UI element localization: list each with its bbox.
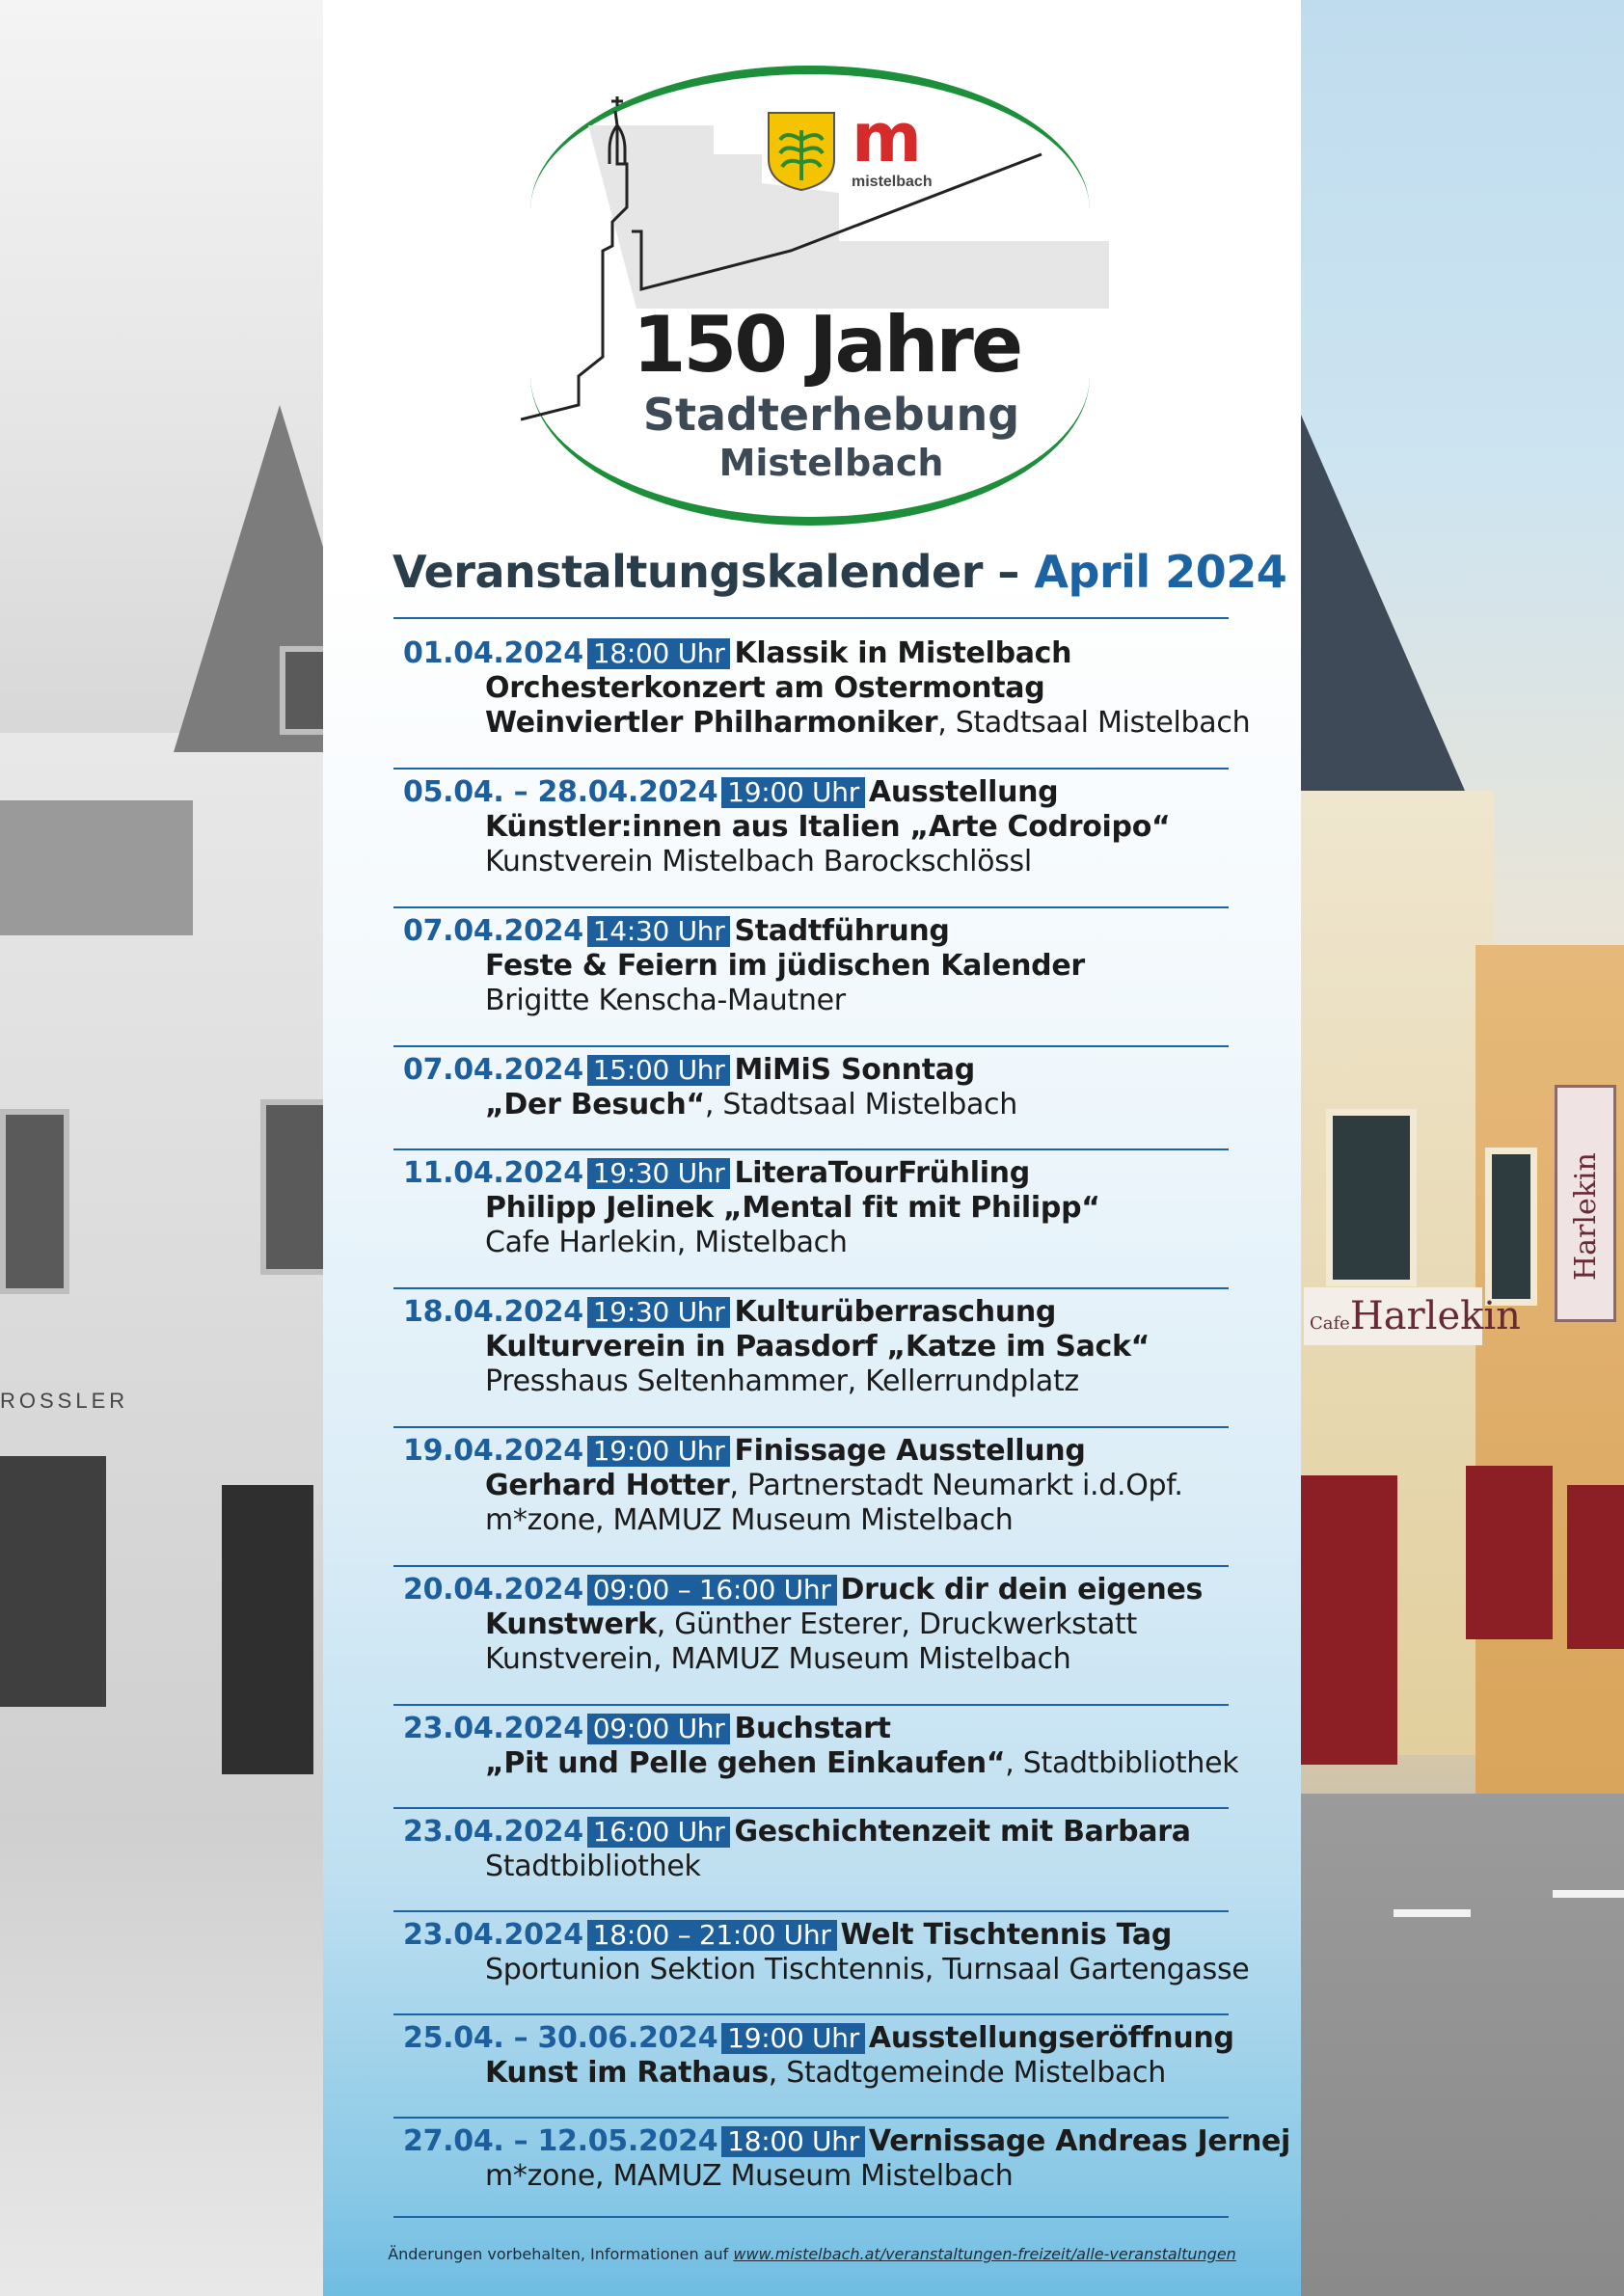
event-detail-text: Kunstverein Mistelbach Barockschlössl: [485, 845, 1032, 878]
event-row: [393, 1289, 1229, 1428]
event-row: [393, 770, 1229, 908]
event-detail-text: , Stadtsaal Mistelbach: [704, 1088, 1017, 1121]
event-title: Kulturüberraschung: [734, 1295, 1057, 1329]
event-headline: [403, 1156, 1229, 1191]
event-detail-line: [403, 1746, 1239, 1781]
event-detail-line: [403, 1469, 1229, 1503]
event-row: [393, 1150, 1229, 1289]
event-detail-text: Presshaus Seltenhammer, Kellerrundplatz: [485, 1364, 1079, 1398]
event-title: Ausstellungseröffnung: [868, 2021, 1234, 2055]
event-time-badge: 19:30 Uhr: [587, 1158, 731, 1189]
brand-text: mistelbach: [852, 174, 933, 190]
event-row: [393, 1809, 1229, 1912]
event-headline: [403, 1573, 1229, 1607]
door: [1466, 1466, 1553, 1639]
event-detail-text: Brigitte Kenscha-Mautner: [485, 984, 846, 1017]
event-detail-text: Cafe Harlekin, Mistelbach: [485, 1226, 848, 1259]
event-time-badge: 09:00 Uhr: [587, 1714, 731, 1744]
event-detail-line: [403, 1226, 1229, 1260]
mistelbach-logo: [852, 98, 967, 197]
event-date: 01.04.2024: [403, 636, 583, 670]
event-date: 25.04. – 30.06.2024: [403, 2021, 718, 2055]
event-date: 07.04.2024: [403, 1053, 583, 1087]
vertical-sign: [1555, 1085, 1616, 1322]
event-detail-bold: Kunstwerk: [485, 1607, 657, 1641]
event-time-badge: 19:00 Uhr: [721, 777, 865, 808]
anniversary-title: 150 Jahre: [632, 300, 1021, 390]
event-detail-text: , Partnerstadt Neumarkt i.d.Opf.: [729, 1469, 1183, 1502]
event-title: MiMiS Sonntag: [734, 1053, 975, 1087]
event-time-badge: 16:00 Uhr: [587, 1817, 731, 1848]
event-title: Buchstart: [734, 1712, 891, 1745]
calendar-title-month: April 2024: [1034, 546, 1287, 598]
event-row: [393, 631, 1251, 770]
divider: [393, 2216, 1229, 2218]
event-headline: [403, 1918, 1229, 1953]
footer-note: [323, 2245, 1301, 2263]
event-time-badge: 19:30 Uhr: [587, 1297, 731, 1328]
shop-sign: ROSSLER: [0, 1389, 129, 1413]
event-detail-line: [403, 984, 1229, 1018]
event-detail-bold: Künstler:innen aus Italien „Arte Codroipo“: [485, 810, 1171, 844]
event-date: 23.04.2024: [403, 1712, 583, 1745]
event-headline: [403, 1434, 1229, 1469]
event-detail-line: [403, 671, 1229, 706]
event-time-badge: 15:00 Uhr: [587, 1055, 731, 1086]
window: [280, 646, 323, 735]
shop-door: [222, 1485, 313, 1774]
event-row: [393, 1567, 1229, 1706]
event-detail-line: [403, 1088, 1229, 1122]
event-detail-line: [403, 810, 1229, 845]
event-headline: [403, 1712, 1229, 1746]
door: [1301, 1475, 1397, 1765]
footer-text: Änderungen vorbehalten, Informationen auf: [388, 2245, 734, 2263]
event-date: 19.04.2024: [403, 1434, 583, 1468]
event-row: [393, 1047, 1229, 1150]
events-list: [393, 631, 1291, 2200]
left-photo: [0, 0, 323, 2296]
calendar-title: [392, 538, 1287, 606]
event-detail-bold: „Pit und Pelle gehen Einkaufen“: [485, 1746, 1006, 1780]
event-row: [393, 2119, 1291, 2200]
street: [1301, 1794, 1624, 2296]
event-time-badge: 18:00 – 21:00 Uhr: [587, 1920, 837, 1951]
event-date: 07.04.2024: [403, 914, 583, 948]
event-detail-line: [403, 2159, 1229, 2194]
event-title: Geschichtenzeit mit Barbara: [734, 1815, 1191, 1849]
event-detail-line: [403, 1330, 1229, 1364]
event-detail-line: [403, 1503, 1229, 1538]
event-detail-line: [403, 1607, 1229, 1642]
event-date: 20.04.2024: [403, 1573, 583, 1607]
event-detail-bold: Orchesterkonzert am Ostermontag: [485, 671, 1045, 705]
event-detail-bold: Gerhard Hotter: [485, 1469, 730, 1502]
event-detail-text: , Stadtsaal Mistelbach: [937, 706, 1251, 740]
divider: [393, 617, 1229, 619]
footer-link[interactable]: www.mistelbach.at/veranstaltungen-freizeit/alle-veranstaltungen: [733, 2245, 1236, 2263]
window: [1326, 1109, 1417, 1286]
crest-icon: [767, 111, 836, 192]
window: [260, 1099, 323, 1275]
event-date: 23.04.2024: [403, 1918, 583, 1952]
event-detail-bold: Kulturverein in Paasdorf „Katze im Sack“: [485, 1330, 1150, 1364]
event-row: [393, 908, 1229, 1047]
street: [0, 1813, 323, 2296]
event-detail-text: Kunstverein, MAMUZ Museum Mistelbach: [485, 1642, 1071, 1676]
door: [1567, 1485, 1624, 1649]
event-detail-line: [403, 1850, 1229, 1884]
event-detail-bold: Philipp Jelinek „Mental fit mit Philipp“: [485, 1191, 1100, 1225]
calendar-panel: [323, 0, 1301, 2296]
event-time-badge: 14:30 Uhr: [587, 916, 731, 947]
event-headline: [403, 1815, 1229, 1850]
anniversary-city: Mistelbach: [718, 442, 944, 484]
event-title: LiteraTourFrühling: [734, 1156, 1030, 1190]
event-title: Vernissage Andreas Jernej: [868, 2124, 1291, 2158]
event-headline: [403, 1295, 1229, 1330]
event-detail-line: [403, 706, 1251, 741]
event-headline: [403, 775, 1229, 810]
cafe-sign-small: Cafe: [1310, 1313, 1350, 1334]
event-date: 18.04.2024: [403, 1295, 583, 1329]
calendar-title-main: Veranstaltungskalender –: [392, 546, 1035, 598]
event-detail-bold: Feste & Feiern im jüdischen Kalender: [485, 949, 1085, 983]
event-headline: [403, 1053, 1229, 1088]
event-date: 23.04.2024: [403, 1815, 583, 1849]
event-detail-line: [403, 2056, 1229, 2091]
event-detail-line: [403, 1364, 1229, 1399]
cafe-sign-name: Harlekin: [1349, 1294, 1521, 1338]
event-detail-text: Stadtbibliothek: [485, 1850, 701, 1883]
event-time-badge: 18:00 Uhr: [721, 2126, 865, 2157]
side-roof: [0, 800, 193, 935]
event-title: Klassik in Mistelbach: [734, 636, 1072, 670]
window: [0, 1109, 69, 1294]
road-marking: [1553, 1890, 1624, 1898]
anniversary-subtitle: Stadterhebung: [642, 389, 1020, 441]
event-headline: [403, 2021, 1234, 2056]
event-headline: [403, 914, 1229, 949]
event-detail-text: m*zone, MAMUZ Museum Mistelbach: [485, 1503, 1014, 1537]
event-detail-line: [403, 1953, 1250, 1987]
event-detail-bold: Kunst im Rathaus: [485, 2056, 769, 2090]
event-detail-line: [403, 949, 1229, 984]
event-detail-line: [403, 845, 1229, 879]
event-detail-text: Sportunion Sektion Tischtennis, Turnsaal Gartengasse: [485, 1953, 1250, 1986]
event-headline: [403, 2124, 1291, 2159]
event-time-badge: 19:00 Uhr: [587, 1436, 731, 1467]
event-date: 05.04. – 28.04.2024: [403, 775, 718, 809]
event-date: 11.04.2024: [403, 1156, 583, 1190]
tower-roof: [1301, 415, 1465, 791]
event-row: [393, 1428, 1229, 1567]
event-detail-bold: „Der Besuch“: [485, 1088, 705, 1121]
event-title: Ausstellung: [868, 775, 1059, 809]
event-title: Stadtführung: [734, 914, 950, 948]
event-detail-text: m*zone, MAMUZ Museum Mistelbach: [485, 2159, 1014, 2193]
road-marking: [1394, 1909, 1471, 1917]
event-row: [393, 2015, 1234, 2119]
event-title: Druck dir dein eigenes: [840, 1573, 1204, 1607]
building-facade: [1475, 945, 1624, 1794]
event-time-badge: 09:00 – 16:00 Uhr: [587, 1575, 837, 1606]
cafe-sign: [1304, 1287, 1521, 1345]
event-title: Welt Tischtennis Tag: [840, 1918, 1173, 1952]
event-detail-bold: Weinviertler Philharmoniker: [485, 706, 938, 740]
event-detail-text: , Stadtgemeinde Mistelbach: [768, 2056, 1166, 2090]
event-detail-line: [403, 1191, 1229, 1226]
window: [1485, 1148, 1537, 1306]
event-detail-text: , Günther Esterer, Druckwerkstatt: [656, 1607, 1137, 1641]
event-headline: [403, 636, 1229, 671]
event-title: Finissage Ausstellung: [734, 1434, 1086, 1468]
event-date: 27.04. – 12.05.2024: [403, 2124, 718, 2158]
event-row: [393, 1706, 1239, 1809]
event-row: [393, 1912, 1250, 2015]
event-detail-line: [403, 1642, 1229, 1677]
shop-window: [0, 1456, 106, 1707]
event-detail-text: , Stadtbibliothek: [1005, 1746, 1239, 1780]
event-time-badge: 18:00 Uhr: [587, 638, 731, 669]
vertical-sign-text: Harlekin: [1569, 1152, 1603, 1281]
event-time-badge: 19:00 Uhr: [721, 2023, 865, 2054]
m-logo-icon: m: [852, 98, 922, 177]
